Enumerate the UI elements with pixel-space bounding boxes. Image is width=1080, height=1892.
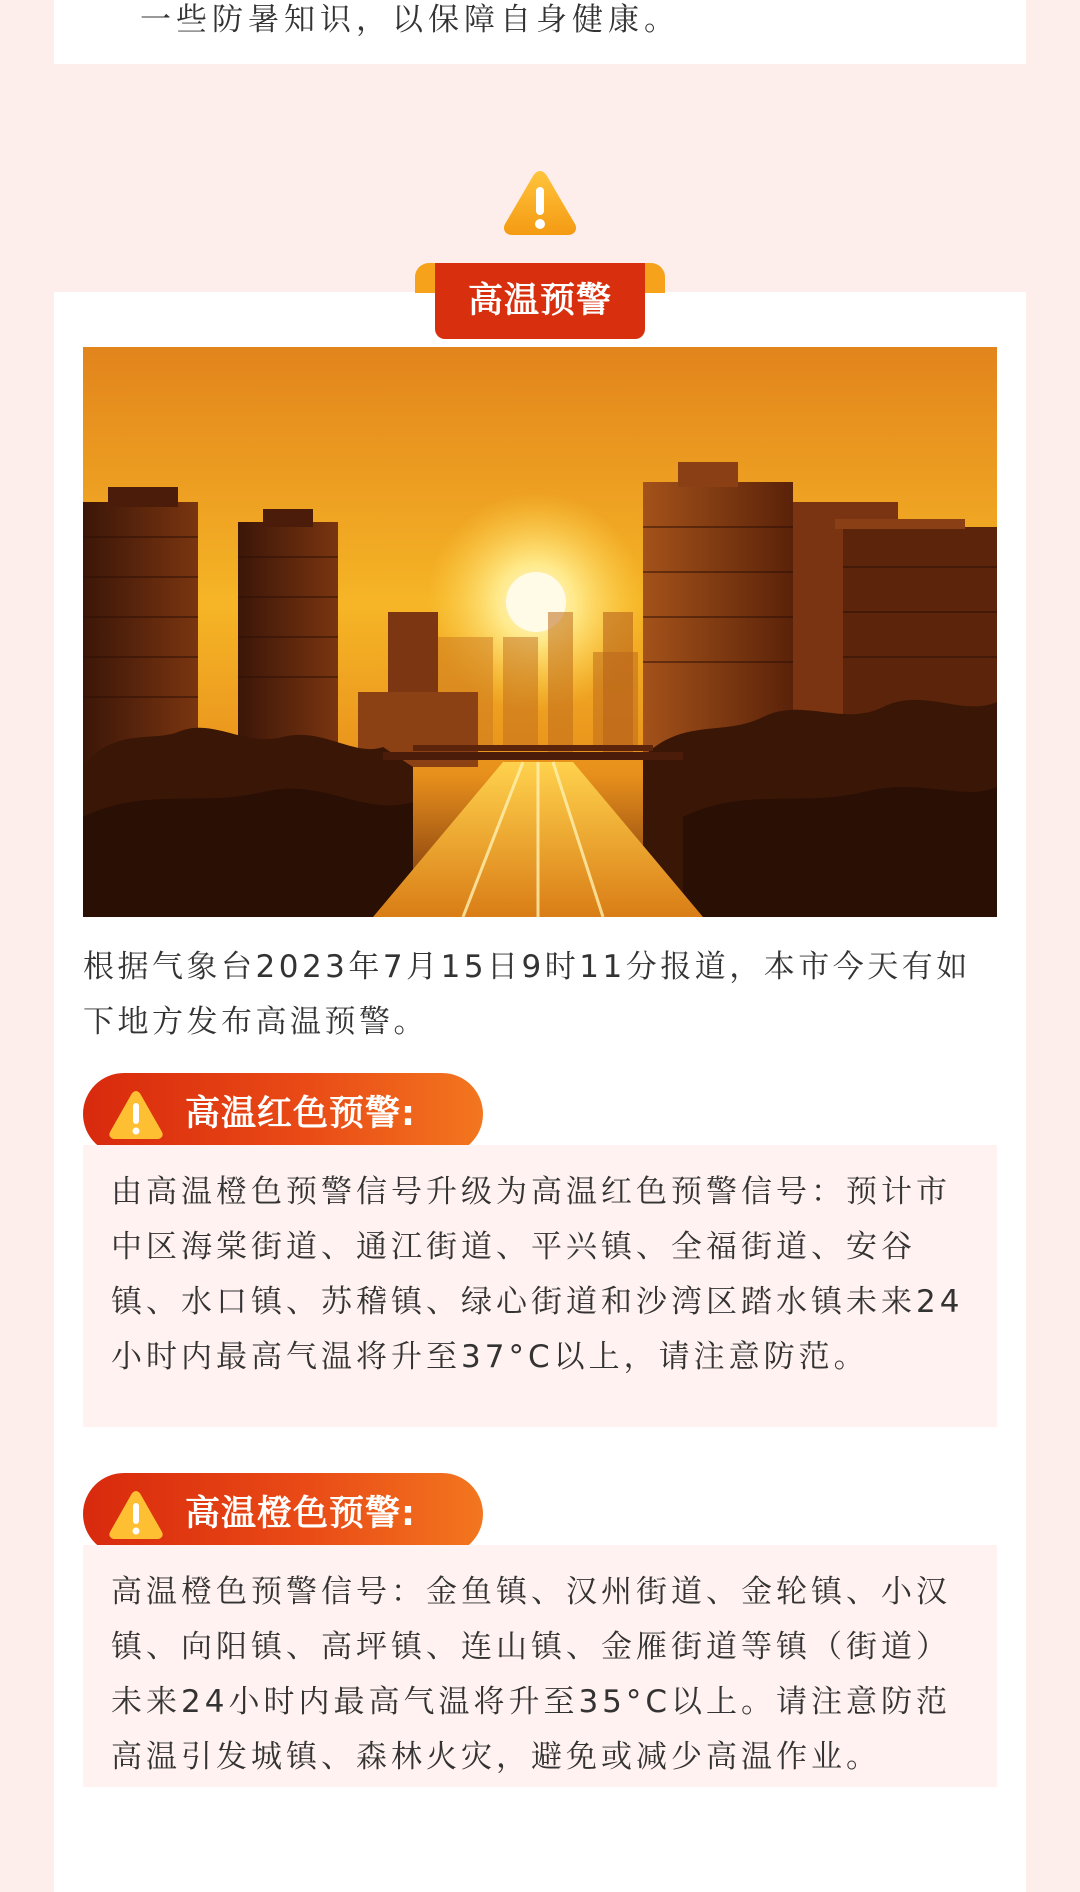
warning-triangle-icon (107, 1087, 165, 1141)
warning-triangle-icon (107, 1487, 165, 1541)
orange-alert-body: 高温橙色预警信号：金鱼镇、汉州街道、金轮镇、小汉镇、向阳镇、高坪镇、连山镇、金雁街道等镇（街道）未来24小时内最高气温将升至35°C以上。请注意防范高温引发城镇、森林火灾，避免或减少高温作业。 (83, 1545, 997, 1787)
sunset-city-skyline-photo (83, 347, 997, 917)
report-text: 根据气象台2023年7月15日9时11分报道，本市今天有如下地方发布高温预警。 (83, 949, 971, 1040)
alert-title: 高温红色预警: (185, 1094, 416, 1134)
intro-text: 一些防暑知识，以保障自身健康。 (140, 2, 680, 38)
red-alert-body: 由高温橙色预警信号升级为高温红色预警信号：预计市中区海棠街道、通江街道、平兴镇、全福街道、安谷镇、水口镇、苏稽镇、绿心街道和沙湾区踏水镇未来24小时内最高气温将升至37°C以上，请注意防范。 (83, 1145, 997, 1427)
orange-alert-tag (83, 1473, 483, 1555)
intro-card (54, 0, 1026, 64)
warning-triangle-icon (501, 165, 579, 237)
alert-title: 高温橙色预警: (185, 1494, 416, 1534)
section-title: 高温预警 (435, 263, 645, 339)
red-alert-tag (83, 1073, 483, 1155)
section-title-badge (415, 263, 665, 341)
